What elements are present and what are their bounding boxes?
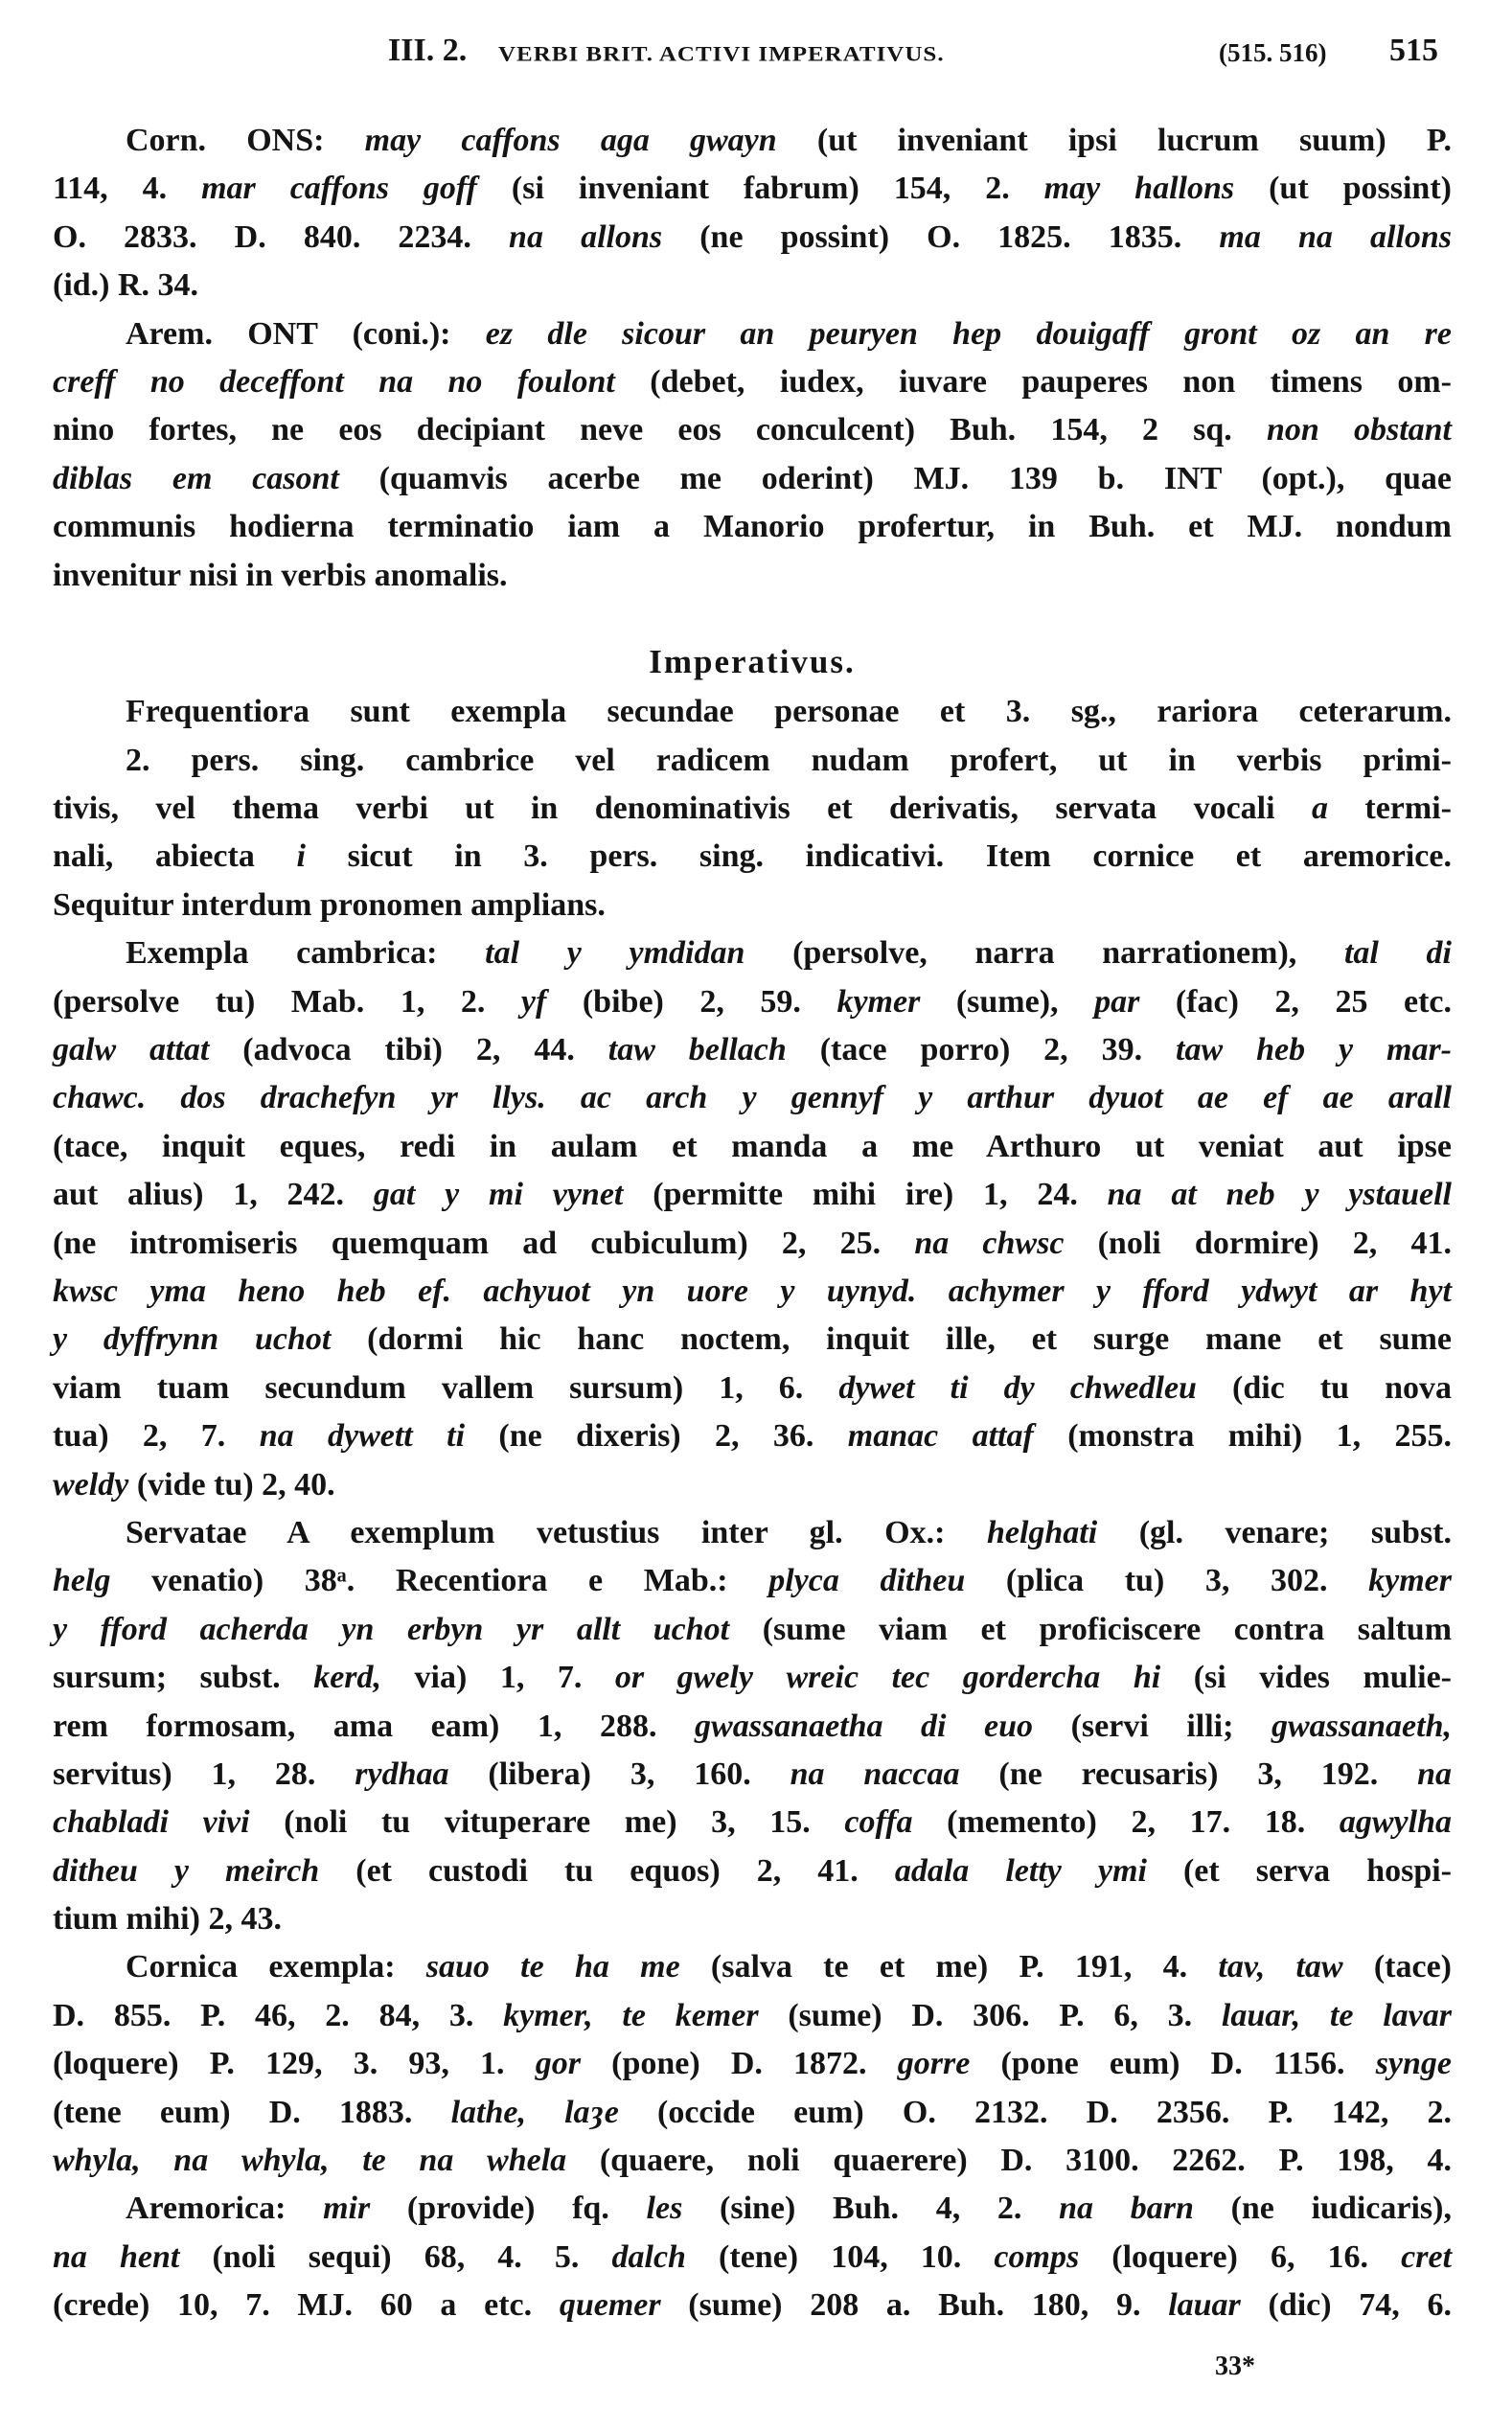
text-line — [53, 1943, 1452, 1991]
roman-text: termi- — [1327, 791, 1452, 827]
italic-example: plyca ditheu — [768, 1563, 966, 1599]
italic-example: ditheu y meirch — [53, 1852, 320, 1889]
italic-example: creff no deceffont na no foulont — [53, 363, 615, 400]
text-line — [53, 882, 1452, 929]
text-line — [53, 1847, 1452, 1895]
roman-text: tium mihi) 2, 43. — [53, 1901, 282, 1938]
roman-text: (pone) D. 1872. — [580, 2046, 898, 2082]
roman-text: (et serva hospi- — [1146, 1852, 1453, 1889]
paragraph — [53, 310, 1452, 600]
running-head — [0, 27, 1512, 75]
italic-example: weldy — [53, 1466, 129, 1503]
roman-text: (provide) fq. — [370, 2191, 647, 2227]
text-line — [53, 785, 1452, 833]
paragraph — [53, 1509, 1452, 1944]
italic-example: ma na allons — [1219, 218, 1453, 255]
text-line — [53, 1220, 1452, 1268]
roman-text: tua) 2, 7. — [53, 1418, 260, 1455]
running-head-section: III. 2. — [388, 33, 468, 68]
roman-text: (loquere) 6, 16. — [1079, 2238, 1402, 2275]
italic-example: les — [646, 2191, 683, 2227]
italic-example: helghati — [986, 1514, 1098, 1550]
roman-text: (debet, iudex, iuvare pauperes non timens om- — [614, 363, 1452, 400]
text-line — [53, 1316, 1452, 1364]
italic-example: na chwsc — [914, 1225, 1065, 1261]
text-line — [53, 2185, 1452, 2233]
italic-example: synge — [1375, 2046, 1453, 2082]
italic-example: comps — [994, 2238, 1080, 2275]
text-line — [53, 833, 1452, 881]
italic-example: dywet ti dy chwedleu — [838, 1369, 1197, 1406]
roman-text: (crede) 10, 7. MJ. 60 a etc. — [53, 2287, 560, 2324]
roman-text: (pone eum) D. 1156. — [970, 2046, 1376, 2082]
roman-text: (dic) 74, 6. — [1240, 2287, 1452, 2324]
roman-text: (noli tu vituperare me) 3, 15. — [249, 1804, 845, 1841]
text-line — [53, 1895, 1452, 1943]
italic-example: na at neb y ystauell — [1107, 1177, 1453, 1213]
italic-example: lauar, te lavar — [1221, 1997, 1452, 2033]
text-line — [53, 455, 1452, 503]
italic-example: y dyffrynn uchot — [53, 1321, 332, 1358]
text-line — [53, 1074, 1452, 1122]
text-line — [53, 358, 1452, 406]
roman-text: (bibe) 2, 59. — [546, 983, 837, 1020]
paragraph — [53, 737, 1452, 930]
roman-text: (quamvis acerbe me oderint) MJ. 139 b. INT (opt.), quae — [338, 460, 1452, 496]
paragraph — [53, 117, 1452, 310]
roman-text: O. 2833. D. 840. 2234. — [53, 218, 510, 255]
italic-example: mir — [323, 2191, 371, 2227]
roman-text: (noli dormire) 2, 41. — [1064, 1225, 1452, 1261]
roman-text: (noli sequi) 68, 4. 5. — [179, 2238, 612, 2275]
text-line — [53, 552, 1452, 600]
text-line — [53, 2040, 1452, 2088]
italic-example: kymer — [1368, 1563, 1452, 1599]
text-line — [53, 214, 1452, 262]
roman-text: (tace porro) 2, 39. — [786, 1032, 1177, 1068]
roman-text: (tace, inquit eques, redi in aulam et manda a me Arthuro ut veniat aut ipse — [53, 1128, 1452, 1164]
text-line — [53, 310, 1452, 358]
paragraph — [53, 929, 1452, 1509]
text-line — [53, 1412, 1452, 1460]
roman-text: (dic tu nova — [1196, 1369, 1452, 1406]
italic-example: par — [1094, 983, 1140, 1020]
text-line — [53, 1992, 1452, 2040]
roman-text: Servatae A exemplum vetustius inter gl. Ox.: — [126, 1514, 987, 1550]
roman-text: Exempla cambrica: — [126, 935, 486, 972]
paragraph — [53, 688, 1452, 736]
text-line — [53, 1703, 1452, 1751]
italic-example: mar caffons goff — [201, 171, 477, 207]
italic-example: na dywett ti — [259, 1418, 466, 1455]
roman-text: (sine) Buh. 4, 2. — [682, 2191, 1060, 2227]
text-line — [53, 1751, 1452, 1799]
text-line — [53, 1557, 1452, 1605]
italic-example: kerd, — [313, 1660, 382, 1696]
italic-example: quemer — [559, 2287, 661, 2324]
roman-text: (fac) 2, 25 etc. — [1139, 983, 1452, 1020]
italic-example: na allons — [509, 218, 663, 255]
roman-text: (sume), — [920, 983, 1095, 1020]
roman-text: venatio) 38ᵃ. Recentiora e Mab.: — [110, 1563, 769, 1599]
running-head-section-numbers: (515. 516) — [1219, 38, 1327, 67]
italic-example: a — [1311, 791, 1328, 827]
text-line — [53, 406, 1452, 454]
italic-example: na — [1417, 1755, 1452, 1792]
text-line — [53, 929, 1452, 977]
roman-text: (servi illi; — [1033, 1708, 1271, 1744]
roman-text: (monstra mihi) 1, 255. — [1033, 1418, 1452, 1455]
roman-text: (ut inveniant ipsi lucrum suum) P. — [776, 123, 1453, 158]
roman-text: (quaere, noli quaerere) D. 3100. 2262. P. 198, 4. — [566, 2143, 1452, 2179]
italic-example: whyla, na whyla, te na whela — [53, 2143, 567, 2179]
text-line — [53, 165, 1452, 213]
roman-text: (tace) — [1342, 1949, 1452, 1985]
italic-example: chabladi vivi — [53, 1804, 250, 1841]
section-heading: Imperativus. — [649, 642, 856, 680]
roman-text: (advoca tibi) 2, 44. — [209, 1032, 608, 1068]
italic-example: ez dle sicour an peuryen hep douigaff gront oz an re — [485, 315, 1453, 352]
italic-example: kymer — [836, 983, 921, 1020]
italic-example: taw heb y mar- — [1176, 1032, 1453, 1068]
roman-text: (libera) 3, 160. — [448, 1755, 790, 1792]
roman-text: nali, abiecta — [53, 838, 297, 875]
text-line — [53, 2282, 1452, 2329]
text-line — [53, 1606, 1452, 1654]
roman-text: D. 855. P. 46, 2. 84, 3. — [53, 1997, 504, 2033]
italic-example: dalch — [611, 2238, 686, 2275]
roman-text: (ne iudicaris), — [1193, 2191, 1452, 2227]
text-line — [53, 1509, 1452, 1557]
roman-text: 2. pers. sing. cambrice vel radicem nudam profert, ut in verbis primi- — [126, 742, 1452, 778]
text-line — [53, 1026, 1452, 1074]
text-line — [53, 2089, 1452, 2137]
roman-text: (sume) D. 306. P. 6, 3. — [758, 1997, 1222, 2033]
italic-example: kymer, te kemer — [503, 1997, 759, 2033]
italic-example: tav, taw — [1218, 1949, 1343, 1985]
roman-text: (permitte mihi ire) 1, 24. — [623, 1177, 1108, 1213]
roman-text: Corn. ONS: — [126, 123, 365, 158]
roman-text: (salva te et me) P. 191, 4. — [679, 1949, 1219, 1985]
italic-example: or gwely wreic tec gordercha hi — [614, 1660, 1161, 1696]
italic-example: helg — [53, 1563, 111, 1599]
roman-text: (plica tu) 3, 302. — [965, 1563, 1369, 1599]
roman-text: Frequentiora sunt exempla secundae personae et 3. sg., rariora ceterarum. — [126, 694, 1452, 730]
roman-text: (vide tu) 2, 40. — [128, 1466, 335, 1503]
text-line — [53, 262, 1452, 310]
roman-text: (memento) 2, 17. 18. — [912, 1804, 1340, 1841]
text-line — [53, 1799, 1452, 1847]
roman-text: viam tuam secundum vallem sursum) 1, 6. — [53, 1369, 839, 1406]
italic-example: may hallons — [1043, 171, 1235, 207]
italic-example: gat y mi vynet — [373, 1177, 624, 1213]
roman-text: (occide eum) O. 2132. D. 2356. P. 142, 2. — [618, 2094, 1452, 2130]
roman-text: (persolve, narra narrationem), — [745, 935, 1344, 972]
roman-text: tivis, vel thema verbi ut in denominativis et derivatis, servata vocali — [53, 791, 1312, 827]
italic-example: tal y ymdidan — [485, 935, 745, 972]
roman-text: (tene eum) D. 1883. — [53, 2094, 451, 2130]
roman-text: communis hodierna terminatio iam a Manorio profertur, in Buh. et MJ. nondum — [53, 509, 1452, 545]
text-line — [53, 737, 1452, 785]
italic-example: gwassanaeth, — [1271, 1708, 1452, 1744]
roman-text: invenitur nisi in verbis anomalis. — [53, 557, 508, 593]
paragraph — [53, 2185, 1452, 2329]
text-line — [53, 1123, 1452, 1171]
text-line — [53, 688, 1452, 736]
italic-example: gorre — [897, 2046, 971, 2082]
roman-text: (et custodi tu equos) 2, 41. — [319, 1852, 895, 1889]
roman-text: Sequitur interdum pronomen amplians. — [53, 886, 606, 923]
roman-text: nino fortes, ne eos decipiant neve eos conculcent) Buh. 154, 2 sq. — [53, 412, 1267, 448]
italic-example: tal di — [1343, 935, 1453, 972]
roman-text: Arem. ONT (coni.): — [126, 315, 486, 352]
text-line — [53, 1268, 1452, 1316]
roman-text: (sume viam et proficiscere contra saltum — [729, 1611, 1453, 1647]
body-text — [53, 117, 1452, 2330]
text-line — [53, 503, 1452, 551]
roman-text: aut alius) 1, 242. — [53, 1177, 374, 1213]
italic-example: sauo te ha me — [425, 1949, 680, 1985]
italic-example: taw bellach — [607, 1032, 787, 1068]
italic-example: adala letty ymi — [894, 1852, 1147, 1889]
italic-example: rydhaa — [355, 1755, 449, 1792]
running-head-title: VERBI BRIT. ACTIVI IMPERATIVUS. — [498, 42, 945, 66]
italic-example: i — [296, 838, 306, 875]
text-line — [53, 2137, 1452, 2185]
signature-mark: 33* — [1215, 2352, 1255, 2381]
italic-example: agwylha — [1339, 1804, 1452, 1841]
roman-text: sicut in 3. pers. sing. indicativi. Item cornice et aremorice. — [305, 838, 1452, 875]
roman-text: 114, 4. — [53, 171, 202, 207]
roman-text: (sume) 208 a. Buh. 180, 9. — [660, 2287, 1169, 2324]
roman-text: (tene) 104, 10. — [685, 2238, 995, 2275]
text-line — [53, 978, 1452, 1026]
roman-text: (ut possint) — [1234, 171, 1452, 207]
italic-example: galw attat — [53, 1032, 210, 1068]
italic-example: gor — [535, 2046, 581, 2082]
italic-example: chawc. dos drachefyn yr llys. ac arch y gennyf y arthur dyuot ae ef ae arall — [53, 1080, 1452, 1116]
italic-example: yf — [520, 983, 547, 1020]
roman-text: (gl. venare; subst. — [1097, 1514, 1452, 1550]
page-number: 515 — [1389, 33, 1438, 68]
roman-text: (loquere) P. 129, 3. 93, 1. — [53, 2046, 536, 2082]
text-line — [53, 117, 1452, 165]
italic-example: lathe, laȝe — [450, 2094, 619, 2130]
roman-text: (si vides mulie- — [1160, 1660, 1452, 1696]
italic-example: lauar — [1168, 2287, 1241, 2324]
text-line — [53, 1654, 1452, 1702]
roman-text: Aremorica: — [126, 2191, 324, 2227]
italic-example: cret — [1401, 2238, 1453, 2275]
roman-text: rem formosam, ama eam) 1, 288. — [53, 1708, 696, 1744]
italic-example: kwsc yma heno heb ef. achyuot yn uore y uynyd. achymer y fford ydwyt ar hyt — [53, 1273, 1452, 1309]
italic-example: non obstant — [1266, 412, 1453, 448]
italic-example: na hent — [53, 2238, 180, 2275]
roman-text: (id.) R. 34. — [53, 267, 199, 304]
italic-example: na barn — [1059, 2191, 1194, 2227]
roman-text: servitus) 1, 28. — [53, 1755, 355, 1792]
roman-text: Cornica exempla: — [126, 1949, 426, 1985]
roman-text: (persolve tu) Mab. 1, 2. — [53, 983, 521, 1020]
roman-text: via) 1, 7. — [381, 1660, 615, 1696]
italic-example: diblas em casont — [53, 460, 339, 496]
roman-text: sursum; subst. — [53, 1660, 314, 1696]
roman-text: (ne intromiseris quemquam ad cubiculum) 2, 25. — [53, 1225, 915, 1261]
italic-example: coffa — [844, 1804, 913, 1841]
italic-example: y fford acherda yn erbyn yr allt uchot — [53, 1611, 730, 1647]
text-line — [53, 1461, 1452, 1509]
italic-example: may caffons aga gwayn — [364, 123, 777, 158]
paragraph — [53, 1943, 1452, 2185]
text-line — [53, 1171, 1452, 1219]
roman-text: (dormi hic hanc noctem, inquit ille, et surge mane et sume — [331, 1321, 1452, 1358]
italic-example: na naccaa — [790, 1755, 960, 1792]
italic-example: gwassanaetha di euo — [695, 1708, 1034, 1744]
roman-text: (ne dixeris) 2, 36. — [465, 1418, 848, 1455]
roman-text: (ne possint) O. 1825. 1835. — [662, 218, 1220, 255]
text-line — [53, 2234, 1452, 2282]
text-line — [53, 1365, 1452, 1412]
roman-text: (ne recusaris) 3, 192. — [959, 1755, 1418, 1792]
roman-text: (si inveniant fabrum) 154, 2. — [476, 171, 1044, 207]
italic-example: manac attaf — [847, 1418, 1034, 1455]
